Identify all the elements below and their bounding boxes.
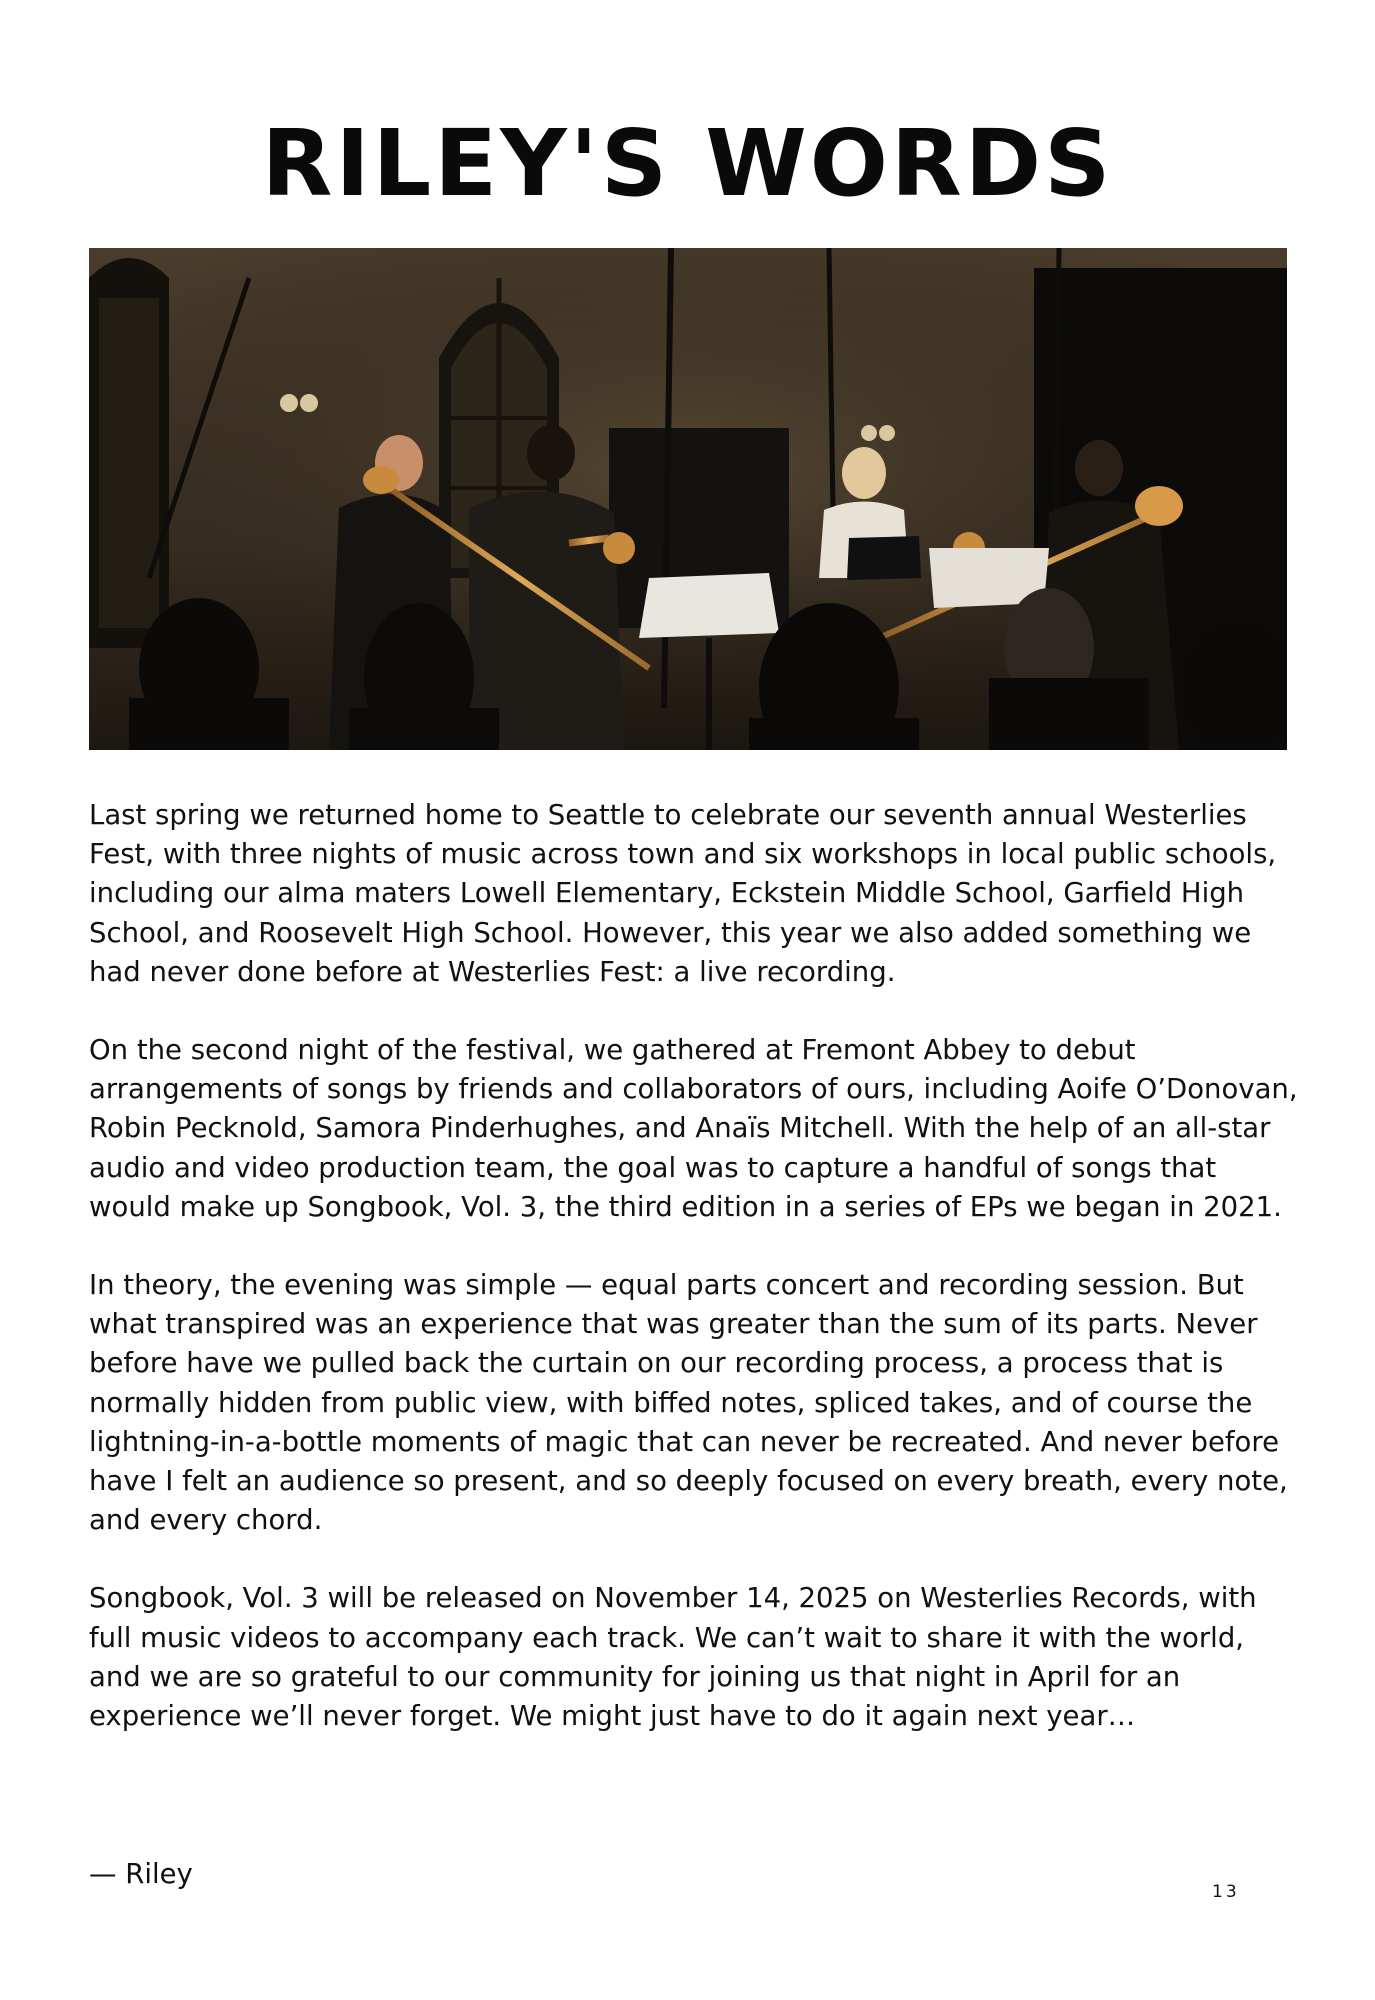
article-body bbox=[89, 796, 1299, 1775]
concert-photo-illustration bbox=[89, 248, 1287, 750]
page-title: RILEY'S WORDS bbox=[261, 110, 1114, 217]
paragraph: Last spring we returned home to Seattle to celebrate our seventh annual Westerlies Fest, with three nights of music across town and six workshops in local public schools, including our alma maters Lowell Elementary, Eckstein Middle School, Garfield High School, and Roosevelt High School. However, this year we also added something we had never done before at Westerlies Fest: a live recording. bbox=[89, 799, 1277, 988]
paragraph: Songbook, Vol. 3 will be released on November 14, 2025 on Westerlies Records, with full music videos to accompany each track. We can’t wait to share it with the world, and we are so grateful to our community for joining us that night in April for an experience we’ll never forget. We might just have to do it again next year… bbox=[89, 1582, 1257, 1733]
paragraph: In theory, the evening was simple — equal parts concert and recording session. But what transpired was an experience that was greater than the sum of its parts. Never before have we pulled back the curtain on our recording process, a process that is normally hidden from public view, with biffed notes, spliced takes, and of course the lightning-in-a-bottle moments of magic that can never be recreated. And never before have I felt an audience so present, and so deeply focused on every breath, every note, and every chord. bbox=[89, 1269, 1288, 1537]
concert-photo bbox=[89, 248, 1287, 750]
page-number: 13 bbox=[1212, 1882, 1240, 1902]
signature: — Riley bbox=[89, 1858, 193, 1890]
paragraph: On the second night of the festival, we gathered at Fremont Abbey to debut arrangements of songs by friends and collaborators of ours, including Aoife O’Donovan, Robin Pecknold, Samora Pinderhughes, and Anaïs Mitchell. With the help of an all-star audio and video production team, the goal was to capture a handful of songs that would make up Songbook, Vol. 3, the third edition in a series of EPs we began in 2021. bbox=[89, 1034, 1298, 1223]
